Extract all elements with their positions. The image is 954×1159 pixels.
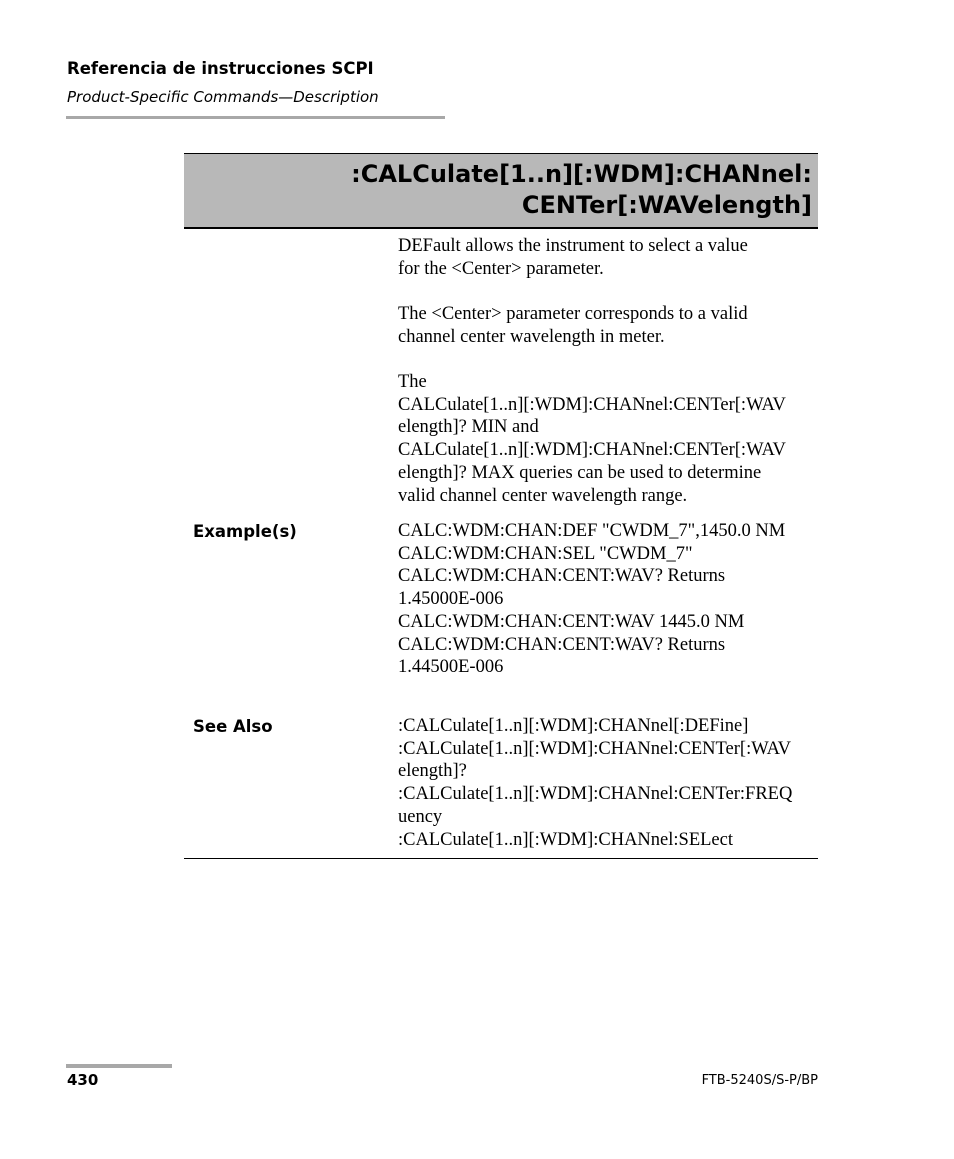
text-line: CALCulate[1..n][:WDM]:CHANnel:CENTer[:WAV [398,440,786,461]
examples-block [398,520,818,679]
header-rule [66,116,445,119]
example-line: CALC:WDM:CHAN:SEL "CWDM_7" [398,543,693,564]
text-line: CALCulate[1..n][:WDM]:CHANnel:CENTer[:WAV [398,394,786,415]
document-id: FTB-5240S/S-P/BP [701,1073,818,1088]
command-title-line-1: :CALCulate[1..n][:WDM]:CHANnel: [351,160,812,188]
command-title-box [184,153,818,229]
see-also-line: :CALCulate[1..n][:WDM]:CHANnel:CENTer:FREQ [398,784,793,805]
command-title-line-2: CENTer[:WAVelength] [521,191,812,219]
see-also-line: :CALCulate[1..n][:WDM]:CHANnel:SELect [398,829,733,850]
text-line: channel center wavelength in meter. [398,326,665,347]
see-also-block [398,715,818,851]
text-line: elength]? MIN and [398,417,539,438]
example-line: 1.44500E-006 [398,657,504,678]
examples-label: Example(s) [193,522,297,541]
text-line: valid channel center wavelength range. [398,485,688,506]
running-header [67,58,379,108]
description-paragraph-2 [398,303,818,348]
see-also-line: :CALCulate[1..n][:WDM]:CHANnel[:DEFine] [398,716,749,736]
section-subtitle: Product-Specific Commands—Description [67,88,379,106]
example-line: CALC:WDM:CHAN:CENT:WAV? Returns [398,566,726,587]
example-line: CALC:WDM:CHAN:CENT:WAV? Returns [398,634,726,655]
page-number: 430 [67,1071,99,1089]
text-line: for the <Center> parameter. [398,258,604,279]
description-paragraph-3 [398,371,818,507]
see-also-label: See Also [193,717,273,736]
example-line: CALC:WDM:CHAN:CENT:WAV 1445.0 NM [398,611,745,632]
see-also-line: :CALCulate[1..n][:WDM]:CHANnel:CENTer[:WAV [398,738,791,759]
text-line: The <Center> parameter corresponds to a valid [398,304,748,324]
text-line: elength]? MAX queries can be used to determine [398,462,762,483]
example-line: 1.45000E-006 [398,589,504,610]
description-paragraph-1 [398,235,818,280]
text-line: The [398,372,427,392]
footer-rule [66,1064,172,1068]
see-also-line: elength]? [398,761,467,782]
example-line: CALC:WDM:CHAN:DEF "CWDM_7",1450.0 NM [398,521,786,541]
see-also-line: uency [398,806,443,827]
table-bottom-rule [184,858,818,859]
chapter-title: Referencia de instrucciones SCPI [67,59,374,78]
text-line: DEFault allows the instrument to select a value [398,236,748,256]
